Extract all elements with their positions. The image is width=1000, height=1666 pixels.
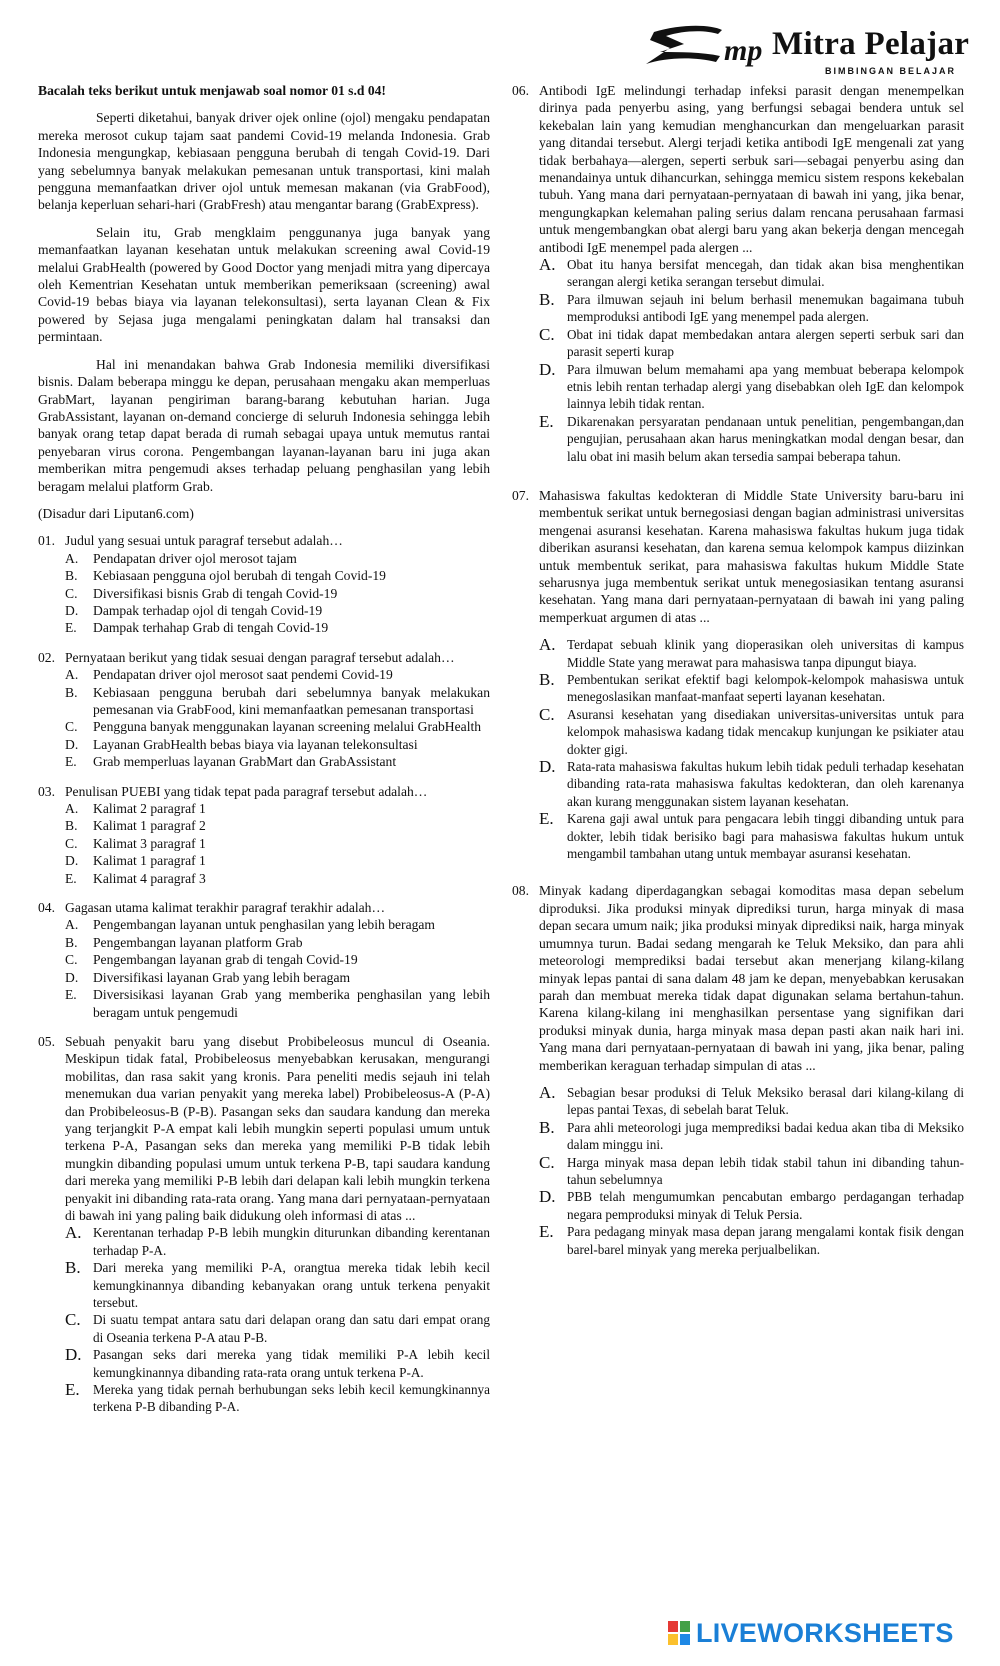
- option-letter: B.: [539, 670, 555, 689]
- option-letter: E.: [65, 620, 77, 636]
- option-a[interactable]: [539, 1084, 964, 1119]
- option-letter: A.: [65, 667, 79, 683]
- option-e[interactable]: [539, 1223, 964, 1258]
- option-text: Kebiasaan pengguna berubah dari sebelumnya banyak melakukan pemesanan via GrabFood, kini memanfaatkan pemesanan transportasi: [93, 684, 490, 717]
- option-text: Harga minyak masa depan lebih tidak stabil tahun ini dibanding tahun-tahun sebelumnya: [567, 1154, 964, 1187]
- option-b[interactable]: [65, 934, 490, 951]
- option-text: Kalimat 1 paragraf 2: [93, 818, 206, 834]
- question-04: [38, 899, 490, 1021]
- option-text: Obat itu hanya bersifat mencegah, dan tidak akan bisa menghentikan serangan alergi ketika serangan tersebut dimulai.: [567, 257, 964, 290]
- question-number: 01.: [38, 533, 55, 549]
- question-number: 05.: [38, 1033, 55, 1049]
- option-letter: C.: [65, 585, 78, 601]
- option-text: Kerentanan terhadap P-B lebih mungkin diturunkan dibanding kerentanan terhadap P-A.: [93, 1225, 490, 1258]
- question-02: [38, 649, 490, 771]
- option-letter: C.: [65, 952, 78, 968]
- option-text: Terdapat sebuah klinik yang dioperasikan oleh universitas di kampus Middle State yang merawat para mahasiswa tanpa dipungut biaya.: [567, 637, 964, 670]
- option-d[interactable]: [65, 1346, 490, 1381]
- option-e[interactable]: [65, 619, 490, 636]
- option-c[interactable]: [65, 585, 490, 602]
- option-letter: A.: [539, 255, 556, 275]
- option-text: Para ahli meteorologi juga memprediksi badai kedua akan tiba di Meksiko dalam minggu ini.: [567, 1119, 964, 1153]
- left-column: [38, 82, 490, 1416]
- option-a[interactable]: [65, 550, 490, 567]
- svg-text:mp: mp: [724, 34, 763, 67]
- option-letter: B.: [65, 568, 78, 584]
- option-c[interactable]: [539, 326, 964, 361]
- option-letter: A.: [539, 1082, 556, 1102]
- option-text: Pasangan seks dari mereka yang tidak memiliki P-A lebih kecil kemungkinannya dibanding rata-rata orang untuk terkena P-A.: [93, 1347, 490, 1380]
- option-text: Pengembangan layanan grab di tengah Covid-19: [93, 952, 358, 968]
- option-e[interactable]: [65, 1381, 490, 1416]
- option-c[interactable]: [65, 951, 490, 968]
- option-letter: C.: [539, 704, 555, 724]
- option-text: Dampak terhahap Grab di tengah Covid-19: [93, 620, 329, 636]
- option-a[interactable]: [65, 666, 490, 683]
- option-text: Grab memperluas layanan GrabMart dan GrabAssistant: [93, 754, 397, 770]
- option-c[interactable]: [65, 835, 490, 852]
- option-text: Kalimat 4 paragraf 3: [93, 870, 206, 886]
- option-letter: C.: [65, 835, 78, 851]
- option-c[interactable]: [539, 1154, 964, 1189]
- option-d[interactable]: [539, 1188, 964, 1223]
- question-number: 08.: [512, 883, 529, 899]
- option-letter: A.: [65, 917, 79, 933]
- option-text: Pendapatan driver ojol merosot saat pendemi Covid-19: [93, 667, 393, 683]
- option-text: Diversisikasi layanan Grab yang memberika penghasilan yang lebih beragam untuk pengemudi: [93, 987, 490, 1020]
- liveworksheets-brand: LIVEWORKSHEETS: [696, 1618, 954, 1648]
- option-letter: A.: [65, 1223, 82, 1243]
- question-number: 03.: [38, 783, 55, 799]
- question-03: [38, 783, 490, 887]
- option-letter: A.: [65, 801, 79, 817]
- question-08: [512, 882, 964, 1258]
- option-letter: C.: [539, 1152, 555, 1172]
- option-text: Obat ini tidak dapat membedakan antara alergen seperti serbuk sari dan parasit seperti kurap: [567, 326, 964, 360]
- question-number: 07.: [512, 487, 529, 503]
- option-letter: D.: [539, 359, 556, 379]
- option-text: Asuransi kesehatan yang disediakan universitas-universitas untuk para kelompok mahasiswa kadang tidak mencakup kunjungan ke psikiater atau dokter gigi.: [567, 706, 964, 757]
- option-letter: E.: [539, 809, 554, 829]
- option-letter: C.: [65, 719, 78, 735]
- option-a[interactable]: [539, 636, 964, 671]
- liveworksheets-logo-icon: [668, 1621, 690, 1645]
- option-text: Kalimat 3 paragraf 1: [93, 835, 206, 851]
- question-number: 04.: [38, 900, 55, 916]
- option-letter: B.: [65, 934, 78, 950]
- option-text: Di suatu tempat antara satu dari delapan orang dan satu dari empat orang di Oseania terkena P-A atau P-B.: [93, 1312, 490, 1345]
- option-text: Diversifikasi layanan Grab yang lebih beragam: [93, 969, 351, 985]
- option-a[interactable]: [65, 1224, 490, 1259]
- option-text: Para ilmuwan belum memahami apa yang membuat beberapa kelompok etnis lebih rentan terhadap alergi yang disebabkan oleh IgE dan kelompok lainnya lebih tidak rentan.: [567, 361, 964, 412]
- option-letter: D.: [65, 736, 79, 752]
- option-text: Pendapatan driver ojol merosot tajam: [93, 550, 297, 566]
- option-text: Sebagian besar produksi di Teluk Meksiko berasal dari kilang-kilang di lepas pantai Texas, di sebelah barat Teluk.: [567, 1084, 964, 1118]
- option-d[interactable]: [65, 602, 490, 619]
- right-column: [512, 82, 964, 1258]
- option-letter: E.: [539, 411, 554, 431]
- question-number: 06.: [512, 83, 529, 98]
- option-d[interactable]: [539, 758, 964, 810]
- option-d[interactable]: [539, 361, 964, 413]
- option-text: Rata-rata mahasiswa fakultas hukum lebih tidak peduli terhadap kesehatan dibanding rata-rata mahasiswa fakultas kedokteran, dan oleh karenanya akan kurang menggunakan sistem layanan kesehatan.: [567, 759, 964, 809]
- brand-tagline: BIMBINGAN BELAJAR: [825, 66, 957, 76]
- option-d[interactable]: [65, 969, 490, 986]
- question-number: 02.: [38, 649, 55, 665]
- option-letter: B.: [539, 289, 555, 309]
- mitra-pelajar-logo: [640, 22, 970, 76]
- option-text: Pembentukan serikat efektif bagi kelompok-kelompok mahasiswa untuk menegoslasikan manfaat-manfaat seperti layanan kesehatan.: [567, 672, 964, 705]
- question-text: Penulisan PUEBI yang tidak tepat pada paragraf tersebut adalah…: [65, 783, 428, 799]
- option-e[interactable]: [539, 810, 964, 862]
- option-letter: C.: [539, 324, 555, 344]
- option-b[interactable]: [539, 1119, 964, 1154]
- question-05: [38, 1033, 490, 1416]
- question-07: [512, 487, 964, 863]
- option-letter: D.: [65, 853, 79, 869]
- option-letter: E.: [65, 987, 77, 1003]
- question-06: [512, 82, 964, 465]
- option-a[interactable]: [539, 256, 964, 291]
- option-letter: D.: [65, 602, 79, 618]
- option-text: Kebiasaan pengguna ojol berubah di tengah Covid-19: [93, 568, 386, 584]
- brand-name: Mitra Pelajar: [772, 26, 970, 62]
- option-c[interactable]: [65, 718, 490, 735]
- option-letter: D.: [65, 969, 79, 985]
- passage-source: (Disadur dari Liputan6.com): [38, 505, 194, 521]
- option-text: Karena gaji awal untuk para pengacara lebih tinggi dibanding untuk para dokter, lebih tidak berisiko bagi para mahasiswa fakultas hukum untuk mengambil tambahan utang untuk membayar asuransi kesehatan.: [567, 811, 964, 862]
- passage-paragraph-2: Selain itu, Grab mengklaim penggunanya juga banyak yang memanfaatkan layanan kesehatan untuk melakukan screening awal Covid-19 melalui GrabHealth (powered by Good Doctor yang menjadi mitra yang dipercaya oleh Kementrian Kesehatan untuk memberikan pemeriksaan (screening) awal Covid-19 bebas biaya via layanan telekonsultasi), serta layanan Clean & Fix powered by Sejasa juga mengalami peningkatan dalam hal transaksi dan permintaan.: [38, 224, 490, 345]
- option-b[interactable]: [539, 671, 964, 706]
- option-text: Pengguna banyak menggunakan layanan screening melalui GrabHealth: [93, 719, 482, 735]
- option-b[interactable]: [539, 291, 964, 326]
- option-e[interactable]: [65, 753, 490, 770]
- option-a[interactable]: [65, 916, 490, 933]
- question-text: Gagasan utama kalimat terakhir paragraf terakhir adalah…: [65, 900, 386, 916]
- option-b[interactable]: [65, 567, 490, 584]
- question-text: Mahasiswa fakultas kedokteran di Middle State University baru-baru ini membentuk serikat untuk bernegosiasi dengan bagian administrasi universitas mengenai asuransi kesehatan. Karena mahasiswa fakultas hukum juga tidak diberikan asuransi kesehatan, dan karena semua kelompok kampus diizinkan untuk membentuk serikat, para mahasiswa fakultas hukum Middle State seharusnya juga membentuk serikat untuk menegosiasikan tentang asuransi kesehatan. Yang mana dari pernyataan-pernyataan di bawah ini yang paling memperkuat argumen di atas ...: [539, 487, 964, 625]
- option-text: Para pedagang minyak masa depan jarang mengalami kontak fisik dengan barel-barel minyak yang mereka perjualbelikan.: [567, 1224, 964, 1257]
- option-c[interactable]: [539, 706, 964, 758]
- option-text: Dampak terhadap ojol di tengah Covid-19: [93, 602, 323, 618]
- question-text: Sebuah penyakit baru yang disebut Probibeleosus muncul di Oseania. Meskipun tidak fatal, Probibeleosus menyebabkan kerusakan, mengurangi mobilitas, dan rasa sakit yang kronis. Para peneliti medis sejauh ini telah menemukan dua varian penyakit yang mereka label) Probibeleosus-A (P-A) dan Probibeleosus-B (P-B). Pasangan seks dan saudara kandung dan mereka yang terjangkit P-A empat kali lebih mungkin seperti populasi umum untuk terkena P-A, Pasangan seks dan mereka yang memiliki P-B tidak lebih mungkin dibanding populasi umum untuk terkena P-B, tapi saudara kandung dari mereka yang memiliki P-B lebih dari delapan kali lebih mungkin terkena penyakit ini dibanding rata-rata orang. Yang mana dari pernyataan-pernyataan di bawah ini yang paling baik didukung oleh informasi di atas ...: [65, 1033, 490, 1223]
- option-a[interactable]: [65, 800, 490, 817]
- question-text: Antibodi IgE melindungi terhadap infeksi parasit dengan menempelkan dirinya pada penyerbu asing, yang berfungsi sebagai bendera untuk sel kekebalan lain yang kemudian menghancurkan dan mengeluarkan parasit yang ditandai tersebut. Alergi terjadi ketika antibodi IgE mengenali zat yang tidak berbahaya—alergen, seperti serbuk sari—sebagai penyerbu asing dan menandainya untuk dihancurkan, sehingga memicu sistem respons kekebalan tubuh. Yang mana dari pernyataan-pernyataan di bawah ini yang, jika benar, mengungkapkan kelemahan paling serius dalam rencana perusahaan farmasi untuk mengembangkan obat alergi baru yang akan bekerja dengan mencegah antibodi IgE menempel pada alergen ...: [539, 83, 964, 255]
- option-text: Mereka yang tidak pernah berhubungan seks lebih kecil kemungkinannya terkena P-B dibanding P-A.: [93, 1382, 490, 1415]
- option-letter: B.: [539, 1117, 555, 1137]
- option-text: Diversifikasi bisnis Grab di tengah Covid-19: [93, 585, 338, 601]
- passage-paragraph-3: Hal ini menandakan bahwa Grab Indonesia memiliki diversifikasi bisnis. Dalam beberapa minggu ke depan, perusahaan mengaku akan memperluas GrabMart, layanan pengiriman barang-barang kebutuhan harian. Juga GrabAssistant, layanan on-demand concierge di seluruh Indonesia sehingga lebih banyak orang tetap dapat berada di rumah sebagai upaya untuk memutus rantai penyebaran virus corona. Pengembangan layanan-layanan baru ini juga akan memberikan mitra pengemudi akses terhadap peluang penghasilan yang lebih beragam melalui platform Grab.: [38, 356, 490, 494]
- option-d[interactable]: [65, 736, 490, 753]
- option-e[interactable]: [65, 986, 490, 1021]
- option-letter: B.: [65, 1258, 81, 1278]
- option-text: Pengembangan layanan platform Grab: [93, 934, 303, 950]
- question-text: Judul yang sesuai untuk paragraf tersebut adalah…: [65, 533, 343, 549]
- option-letter: E.: [539, 1222, 554, 1242]
- liveworksheets-footer: [668, 1618, 958, 1648]
- instruction: Bacalah teks berikut untuk menjawab soal nomor 01 s.d 04!: [38, 83, 386, 98]
- option-letter: E.: [65, 754, 77, 770]
- option-b[interactable]: [65, 817, 490, 834]
- option-text: PBB telah mengumumkan pencabutan embargo perdagangan terhadap negara pemproduksi minyak di Teluk Persia.: [567, 1189, 964, 1222]
- question-text: Pernyataan berikut yang tidak sesuai dengan paragraf tersebut adalah…: [65, 649, 455, 665]
- option-letter: E.: [65, 870, 77, 886]
- option-text: Dari mereka yang memiliki P-A, orangtua mereka tidak lebih kecil kemungkinannya dibanding kebanyakan orang untuk terkena penyakit tersebut.: [93, 1260, 490, 1310]
- option-letter: D.: [539, 1187, 556, 1207]
- option-text: Pengembangan layanan untuk penghasilan yang lebih beragam: [93, 917, 436, 933]
- option-letter: E.: [65, 1380, 80, 1400]
- option-text: Layanan GrabHealth bebas biaya via layanan telekonsultasi: [93, 736, 418, 752]
- option-letter: D.: [539, 757, 556, 777]
- option-letter: C.: [65, 1310, 81, 1330]
- option-b[interactable]: [65, 1259, 490, 1311]
- question-text: Minyak kadang diperdagangkan sebagai komoditas masa depan sebelum diproduksi. Jika produksi minyak diprediksi turun, harga minyak di masa depan secara umum naik; jika produksi minyak diprediksi naik, harga minyak umumnya turun. Badai sedang mengarah ke Teluk Meksiko, dan para ahli meteorologi memprediksi badai tersebut akan menerjang kilang-kilang minyak lepas pantai di sana dalam 48 jam ke depan, menyebabkan kerusakan parah dan membuat mereka tidak dapat digunakan selama bertahun-tahun. Karena kilang-kilang ini menghasilkan persentase yang signifikan dari produksi minyak dunia, harga minyak masa depan pasti akan naik hari ini. Yang mana dari pernyataan-pernyataan di bawah ini yang, jika benar, paling memberikan keraguan terhadap simpulan di atas ...: [539, 883, 964, 1073]
- option-b[interactable]: [65, 684, 490, 719]
- option-text: Para ilmuwan sejauh ini belum berhasil menemukan bagaimana tubuh memproduksi antibodi IgE yang menempel pada alergen.: [567, 291, 964, 325]
- option-text: Kalimat 2 paragraf 1: [93, 801, 206, 817]
- option-text: Kalimat 1 paragraf 1: [93, 853, 206, 869]
- option-letter: B.: [65, 684, 78, 700]
- passage-paragraph-1: Seperti diketahui, banyak driver ojek online (ojol) mengaku pendapatan mereka merosot cukup tajam saat pandemi Covid-19 melanda Indonesia. Grab Indonesia mengungkap, kebiasaan pengguna berubah di tengah Covid-19. Dari yang sebelumnya banyak melakukan pemesanan untuk transportasi, kini malah pengguna memanfaatkan driver ojol untuk memesan makanan (via GrabFood), belanja keperluan sehari-hari (GrabFresh) atau mengantar barang (GrabExpress).: [38, 110, 490, 213]
- option-letter: B.: [65, 818, 78, 834]
- option-d[interactable]: [65, 852, 490, 869]
- option-text: Dikarenakan persyaratan pendanaan untuk penelitian, pengembangan,dan pengujian, perusahaan akan harus meningkatkan modal dengan besar, dan lalu obat ini masih belum akan tersedia sampai beberapa tahun.: [567, 413, 964, 464]
- question-01: [38, 532, 490, 636]
- option-letter: D.: [65, 1345, 82, 1365]
- option-e[interactable]: [65, 870, 490, 887]
- option-c[interactable]: [65, 1311, 490, 1346]
- emp-logo-mark-icon: [640, 22, 770, 72]
- option-letter: A.: [539, 635, 556, 655]
- option-letter: A.: [65, 550, 79, 566]
- option-e[interactable]: [539, 413, 964, 465]
